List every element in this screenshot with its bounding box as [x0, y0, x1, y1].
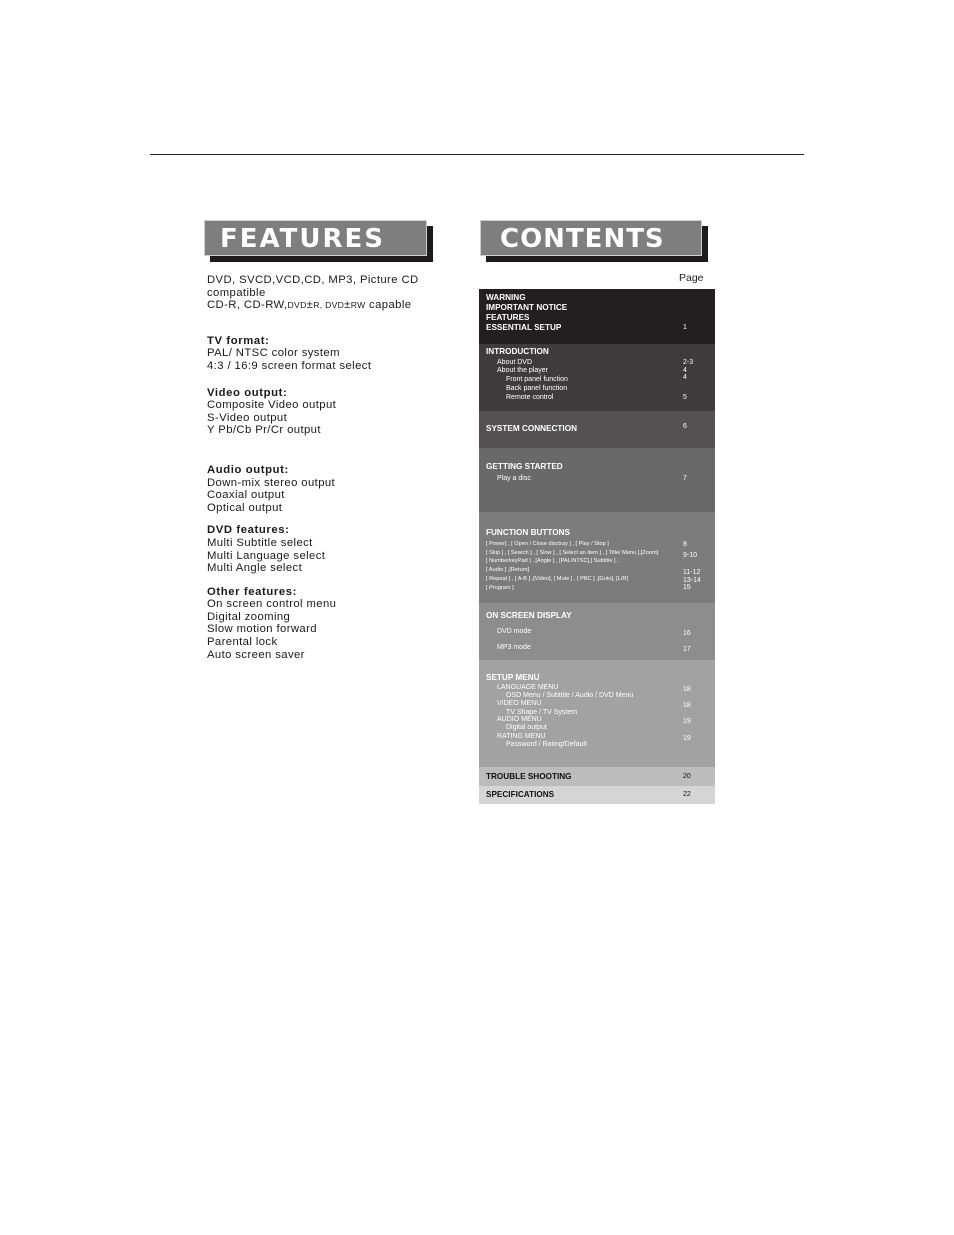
contents-entry-label: TV Shape / TV System	[506, 709, 578, 716]
contents-entry-label: Play a disc	[497, 475, 531, 482]
contents-banner-title: CONTENTS	[500, 224, 665, 254]
contents-entry-label: Password / Rating/Default	[506, 741, 587, 748]
contents-entry-page: 5	[683, 394, 687, 401]
contents-entry-page: 18	[683, 686, 691, 693]
contents-section	[479, 448, 715, 512]
contents-section	[479, 603, 715, 660]
contents-entry-label: [ NumberkeyPad ] , [Angle ] , [PAL/NTSC],[ Subtitle ] ,	[486, 558, 619, 564]
contents-entry-page: 4	[683, 374, 687, 381]
contents-entry-page: 19	[683, 718, 691, 725]
other-features-item: Digital zooming	[207, 610, 291, 623]
contents-section	[479, 786, 715, 804]
contents-entry-page: 15	[683, 584, 691, 591]
contents-section	[479, 660, 715, 767]
contents-entry-label: Front panel function	[506, 376, 568, 383]
video-output-item: S-Video output	[207, 411, 288, 424]
other-features-item: On screen control menu	[207, 598, 337, 611]
tv-format-heading: TV format:	[207, 334, 270, 347]
contents-entry-label: VIDEO MENU	[497, 700, 542, 707]
video-output-heading: Video output:	[207, 386, 288, 399]
dvd-features-item: Multi Subtitle select	[207, 536, 313, 549]
other-features-item: Slow motion forward	[207, 623, 317, 636]
contents-entry-page: 7	[683, 475, 687, 482]
features-banner	[204, 220, 427, 256]
audio-output-item: Coaxial output	[207, 489, 285, 502]
contents-entry-label: LANGUAGE MENU	[497, 684, 559, 691]
other-features-item: Auto screen saver	[207, 648, 305, 661]
video-output-item: Y Pb/Cb Pr/Cr output	[207, 424, 321, 437]
contents-entry-label: SYSTEM CONNECTION	[486, 424, 577, 433]
contents-banner	[480, 220, 702, 256]
contents-entry-label: FEATURES	[486, 313, 530, 322]
contents-entry-label: [ Skip ] , [ Search ] , [ Slow ] , [ Select an item ] , [ Title/ Menu ],[Zoom]	[486, 550, 659, 556]
contents-entry-label: [ Audio ] ,[Return]	[486, 567, 530, 573]
features-intro-line: DVD, SVCD,VCD,CD, MP3, Picture CD	[207, 274, 419, 286]
contents-entry-label: MP3 mode	[497, 644, 531, 651]
contents-entry-page: 19	[683, 735, 691, 742]
features-list	[207, 274, 447, 661]
contents-entry-page: 11-12	[683, 569, 701, 576]
audio-output-item: Optical output	[207, 501, 283, 514]
contents-section	[479, 289, 715, 344]
contents-entry-label: Back panel function	[506, 385, 568, 392]
contents-entry-page: 4	[683, 367, 687, 374]
features-banner-title: FEATURES	[220, 224, 385, 254]
features-intro-line: compatible	[207, 286, 266, 299]
contents-entry-label: SPECIFICATIONS	[486, 790, 555, 799]
contents-entry-page: 16	[683, 630, 691, 637]
contents-entry-label: OSD Menu / Subtitle / Audio / DVD Menu	[506, 692, 634, 699]
contents-entry-label: WARNING	[486, 293, 526, 302]
contents-entry-label: [ Program ]	[486, 585, 514, 591]
dvd-features-heading: DVD features:	[207, 524, 290, 537]
contents-entry-label: TROUBLE SHOOTING	[486, 772, 572, 781]
tv-format-item: 4:3 / 16:9 screen format select	[207, 359, 372, 372]
contents-entry-label: INTRODUCTION	[486, 347, 549, 356]
contents-entry-label: [ Power] , [ Open / Close disctray ] , [ Play / Stop ]	[486, 541, 609, 547]
contents-entry-label: About the player	[497, 367, 548, 374]
contents-entry-page: 18	[683, 702, 691, 709]
contents-entry-label: RATING MENU	[497, 733, 546, 740]
contents-entry-label: GETTING STARTED	[486, 462, 563, 471]
contents-entry-label: IMPORTANT NOTICE	[486, 303, 568, 312]
other-features-heading: Other features:	[207, 585, 297, 598]
audio-output-item: Down-mix stereo output	[207, 476, 336, 489]
contents-entry-page: 1	[683, 324, 687, 331]
contents-entry-label: Remote control	[506, 394, 554, 401]
contents-entry-page: 9-10	[683, 552, 698, 559]
contents-entry-label: About DVD	[497, 359, 533, 366]
contents-entry-label: Digital output	[506, 724, 547, 731]
contents-entry-label: DVD mode	[497, 628, 532, 635]
other-features-item: Parental lock	[207, 636, 278, 649]
contents-section	[479, 344, 715, 411]
contents-entry-label: FUNCTION BUTTONS	[486, 528, 570, 537]
contents-entry-page: 8	[683, 541, 687, 548]
video-output-item: Composite Video output	[207, 399, 337, 412]
dvd-features-item: Multi Angle select	[207, 562, 303, 575]
contents-entry-page: 2-3	[683, 359, 694, 366]
features-cdr-line: CD-R, CD-RW,DVD±R, DVD±RW capable	[207, 299, 412, 312]
contents-entry-page: 6	[683, 423, 687, 430]
contents-entry-page: 17	[683, 646, 691, 653]
contents-entry-page: 22	[683, 791, 691, 798]
contents-section	[479, 411, 715, 448]
contents-entry-label: AUDIO MENU	[497, 716, 542, 723]
contents-entry-page: 13-14	[683, 577, 701, 584]
page-column-label: Page	[679, 272, 704, 284]
contents-section	[479, 767, 715, 786]
contents-section	[479, 512, 715, 603]
dvd-features-item: Multi Language select	[207, 549, 326, 562]
contents-entry-label: [ Repeat ] , [ A-B ] ,[Video], [ Mute ] , [ PBC ] ,[Goto], [L/R]	[486, 576, 628, 582]
tv-format-item: PAL/ NTSC color system	[207, 347, 340, 360]
contents-entry-label: ON SCREEN DISPLAY	[486, 611, 572, 620]
contents-entry-label: ESSENTIAL SETUP	[486, 323, 562, 332]
header-rule	[150, 154, 804, 155]
contents-entry-label: SETUP MENU	[486, 673, 540, 682]
audio-output-heading: Audio output:	[207, 463, 289, 476]
contents-entry-page: 20	[683, 773, 691, 780]
